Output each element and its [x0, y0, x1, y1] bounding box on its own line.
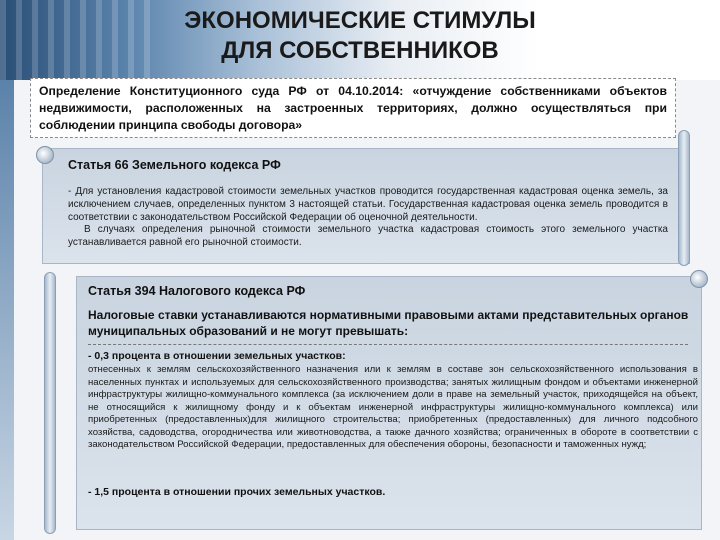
scroll-stick-right: [678, 130, 690, 266]
article-66-heading: Статья 66 Земельного кодекса РФ: [68, 158, 281, 172]
definition-text: Определение Конституционного суда РФ от 04.10.2014: «отчуждение собственниками объектов недвижимости, расположенных на застроенных территориях, должно осуществляться при соблюдении принципа свободы договора»: [39, 84, 667, 132]
article-66-text: [68, 186, 668, 250]
scroll-roll-top-right: [690, 270, 708, 288]
rate-1-5-line: - 1,5 процента в отношении прочих земельных участков.: [88, 486, 386, 498]
article-394-body: отнесенных к землям сельскохозяйственного назначения или к землям в составе зон сельскохозяйственного использования в населенных пунктах и используемых для сельскохозяйственного производства; занятых жилищным фондом и объектами инженерной инфраструктуры жилищно-коммунального комплекса (за исключением доли в праве на земельный участок, приходящейся на объект, не относящийся к жилищному фонду и к объектам инженерной инфраструктуры жилищно-коммунального комплекса) или приобретенных (предоставленных)для жилищного строительства; приобретенных (предоставленных) для личного подсобного хозяйства, садоводства, огородничества или животноводства, а также дачного хозяйства; ограниченных в обороте в соответствии с законодательством Российской Федерации, предоставленных для обеспечения обороны, безопасности и таможенных нужд;: [88, 364, 698, 450]
scroll-stick-left: [44, 272, 56, 534]
article-66-paragraph-1: - Для установления кадастровой стоимости земельных участков проводится государственная кадастровая оценка земель, за исключением случаев, определенных пунктом 3 настоящей статьи. Государственная кадастровая оценка земель проводится в соответствии с законодательством Российской Федерации об оценочной деятельности.: [68, 186, 668, 223]
scroll-roll-top-left: [36, 146, 54, 164]
slide-title: [120, 6, 600, 66]
article-394-heading: Статья 394 Налогового кодекса РФ: [88, 284, 306, 298]
divider: [88, 344, 688, 345]
rate-0-3-line: - 0,3 процента в отношении земельных участков:: [88, 350, 346, 362]
title-line-1: ЭКОНОМИЧЕСКИЕ СТИМУЛЫ: [184, 7, 536, 34]
definition-box: [30, 78, 676, 138]
title-line-2: ДЛЯ СОБСТВЕННИКОВ: [221, 37, 499, 64]
left-decor-strip: [0, 80, 14, 540]
article-66-paragraph-2: В случаях определения рыночной стоимости земельного участка кадастровая стоимость этого земельного участка устанавливается равной его рыночной стоимости.: [68, 224, 668, 249]
article-394-intro: Налоговые ставки устанавливаются нормативными правовыми актами представительных органов муниципальных образований и не могут превышать:: [88, 308, 689, 338]
